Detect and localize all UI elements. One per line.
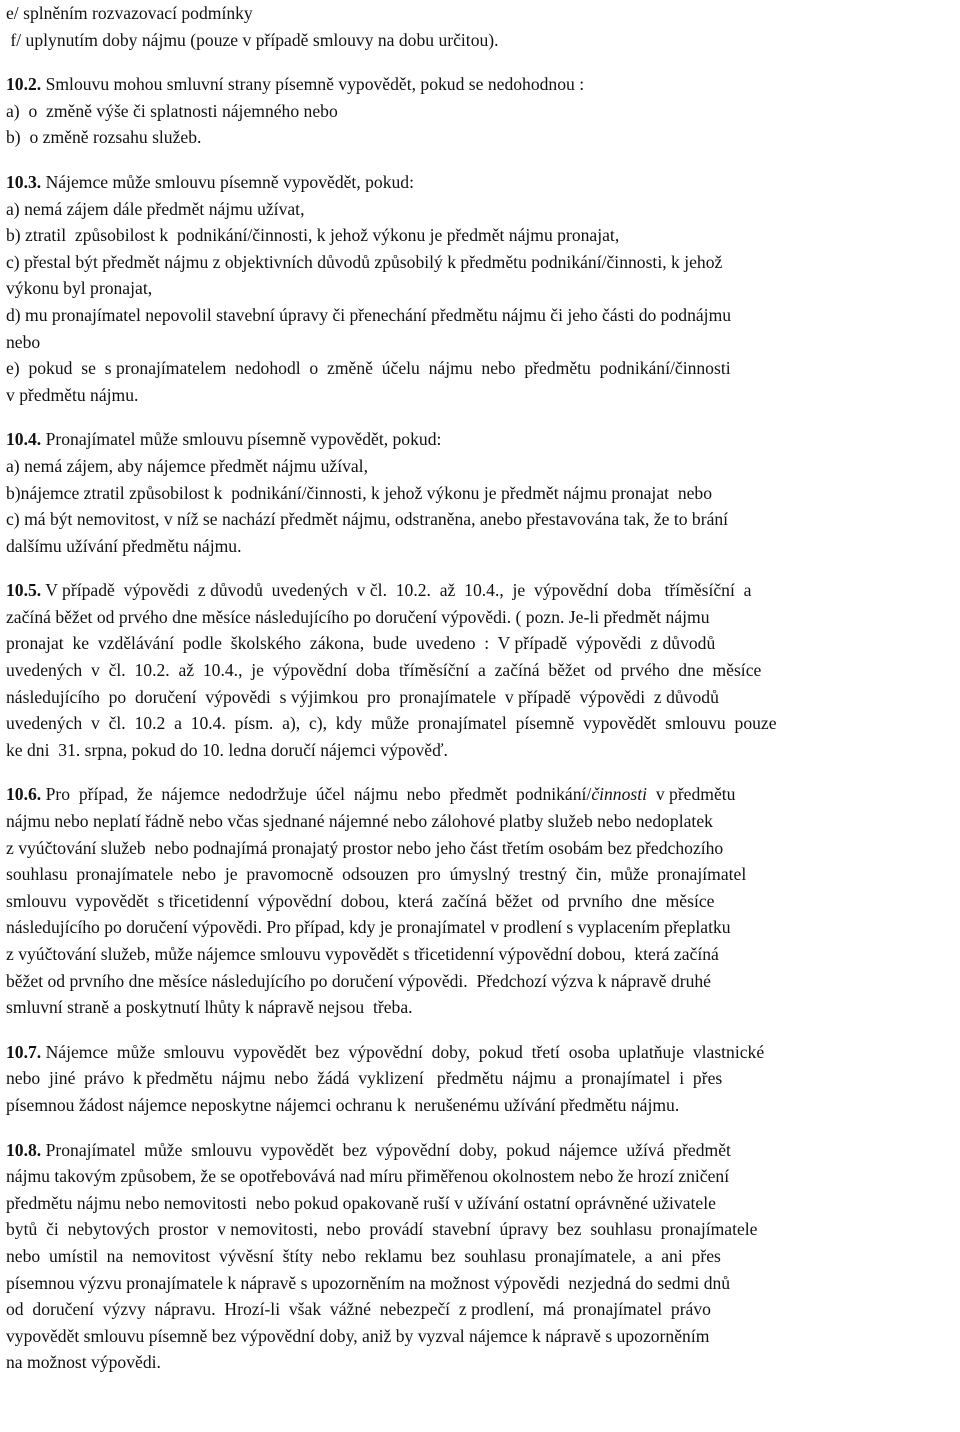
text-line [6,426,954,453]
text-line: dalšímu užívání předmětu nájmu. [6,535,242,556]
paragraph-gap [6,1119,954,1137]
text-line [6,1039,954,1066]
text-line: souhlasu pronajímatele nebo je pravomocně odsouzen pro úmyslný trestný čin, může pronajímatel [6,864,747,885]
text-line: pronajat ke vzdělávání podle školského zákona, bude uvedeno : V případě výpovědi z důvodů [6,633,716,654]
section-10-5 [6,577,954,763]
text-line: od doručení výzvy nápravu. Hrozí-li však vážné nebezpečí z prodlení, má pronajímatel právo [6,1299,711,1320]
section-text: Nájemce může smlouvu písemně vypovědět, pokud: [41,171,414,192]
text-line: ke dni 31. srpna, pokud do 10. ledna doručí nájemci výpověď. [6,739,448,760]
text-line: začíná běžet od prvého dne měsíce následujícího po doručení výpovědi. ( pozn. Je-li předmět nájmu [6,606,710,627]
text-line: z vyúčtování služeb nebo podnajímá pronajatý prostor nebo jeho část třetím osobám bez předchozího [6,837,724,858]
section-10-8 [6,1137,954,1376]
text-line: c) má být nemovitost, v níž se nachází předmět nájmu, odstraněna, anebo přestavována tak, že to brání [6,509,729,530]
text-line: nebo umístil na nemovitost vývěsní štíty nebo reklamu bez souhlasu pronajímatele, a ani přes [6,1245,721,1266]
section-text: Pronajímatel může smlouvu písemně vypovědět, pokud: [41,429,442,450]
text-line: běžet od prvního dne měsíce následujícího po doručení výpovědi. Předchozí výzva k nápravě druhé [6,970,711,991]
text-line: vypovědět smlouvu písemně bez výpovědní doby, aniž by vyzval nájemce k nápravě s upozorněním [6,1325,710,1346]
text-line: uvedených v čl. 10.2. až 10.4., je výpovědní doba tříměsíční a začíná běžet od prvého dne měsíce [6,660,762,681]
text-line: bytů či nebytových prostor v nemovitosti, nebo provádí stavební úpravy bez souhlasu pronajímatele [6,1219,758,1240]
paragraph-gap [6,763,954,781]
paragraph-gap [6,1021,954,1039]
section-number: 10.3. [6,171,42,192]
section-10-2 [6,71,954,151]
paragraph-gap [6,559,954,577]
text-line: c) přestal být předmět nájmu z objektivních důvodů způsobilý k předmětu podnikání/činnosti, k jehož [6,251,723,272]
section-text: V případě výpovědi z důvodů uvedených v čl. 10.2. až 10.4., je výpovědní doba tříměsíční a [41,580,752,601]
text-line: v předmětu nájmu. [6,384,139,405]
section-number: 10.6. [6,784,42,805]
text-line: předmětu nájmu nebo nemovitosti nebo pokud opakovaně ruší v užívání ostatní oprávněné uživatele [6,1192,716,1213]
section-text: v předmětu [647,784,736,805]
section-10-3 [6,169,954,408]
text-line [6,169,954,196]
text-line: a) nemá zájem dále předmět nájmu užívat, [6,198,305,219]
text-line: následujícího po doručení výpovědi s výjimkou pro pronajímatele v případě výpovědi z důvodů [6,686,719,707]
italic-text: činnosti [591,784,648,805]
text-line: a) nemá zájem, aby nájemce předmět nájmu užíval, [6,455,368,476]
section-10-4 [6,426,954,559]
text-line: f/ uplynutím doby nájmu (pouze v případě smlouvy na dobu určitou). [6,29,499,50]
text-line: d) mu pronajímatel nepovolil stavební úpravy či přenechání předmětu nájmu či jeho části do podnájmu [6,304,732,325]
section-number: 10.4. [6,429,42,450]
text-line [6,71,954,98]
text-line: smlouvu vypovědět s třicetidenní výpovědní dobou, která začíná běžet od prvního dne měsíce [6,890,715,911]
text-line [6,781,954,808]
text-line: b) ztratil způsobilost k podnikání/činnosti, k jehož výkonu je předmět nájmu pronajat, [6,225,620,246]
text-line: a) o změně výše či splatnosti nájemného nebo [6,100,338,121]
text-line [6,577,954,604]
text-line: nájmu nebo neplatí řádně nebo včas sjednané nájemné nebo zálohové platby služeb nebo nedoplatek [6,811,713,832]
text-line [6,1137,954,1164]
section-number: 10.7. [6,1041,42,1062]
text-line: na možnost výpovědi. [6,1352,161,1373]
text-line: b)nájemce ztratil způsobilost k podnikání/činnosti, k jehož výkonu je předmět nájmu pronajat nebo [6,482,713,503]
section-10-7 [6,1039,954,1119]
text-line: písemnou žádost nájemce neposkytne nájemci ochranu k nerušenému užívání předmětu nájmu. [6,1094,680,1115]
section-text: Nájemce může smlouvu vypovědět bez výpovědní doby, pokud třetí osoba uplatňuje vlastnické [41,1041,765,1062]
section-text: Pronajímatel může smlouvu vypovědět bez výpovědní doby, pokud nájemce užívá předmět [41,1139,731,1160]
section-text: Smlouvu mohou smluvní strany písemně vypovědět, pokud se nedohodnou : [41,74,585,95]
text-line: z vyúčtování služeb, může nájemce smlouvu vypovědět s třicetidenní výpovědní dobou, která začíná [6,944,719,964]
text-line: smluvní straně a poskytnutí lhůty k nápravě nejsou třeba. [6,997,413,1018]
text-line: nebo jiné právo k předmětu nájmu nebo žádá vyklizení předmětu nájmu a pronajímatel i přes [6,1068,723,1089]
text-line: výkonu byl pronajat, [6,278,153,299]
paragraph-gap [6,53,954,71]
text-line: nájmu takovým způsobem, že se opotřebovává nad míru přiměřenou okolnostem nebo že hrozí zničení [6,1166,730,1187]
paragraph-gap [6,151,954,169]
section-number: 10.2. [6,74,42,95]
text-line: b) o změně rozsahu služeb. [6,127,202,148]
text-line: písemnou výzvu pronajímatele k nápravě s upozorněním na možnost výpovědi nezjedná do sedmi dnů [6,1272,731,1293]
text-line: e/ splněním rozvazovací podmínky [6,3,253,23]
paragraph-gap [6,408,954,426]
text-line: uvedených v čl. 10.2 a 10.4. písm. a), c), kdy může pronajímatel písemně vypovědět smlouvu pouze [6,713,777,734]
text-line: následujícího po doručení výpovědi. Pro případ, kdy je pronajímatel v prodlení s vyplacením přeplatku [6,917,731,938]
section-number: 10.8. [6,1139,42,1160]
section-10-6 [6,781,954,1020]
section-text: Pro případ, že nájemce nedodržuje účel nájmu nebo předmět podnikání/ [41,784,592,805]
text-line: nebo [6,331,41,352]
section-number: 10.5. [6,580,42,601]
text-line: e) pokud se s pronajímatelem nedohodl o změně účelu nájmu nebo předmětu podnikání/činnosti [6,358,731,379]
